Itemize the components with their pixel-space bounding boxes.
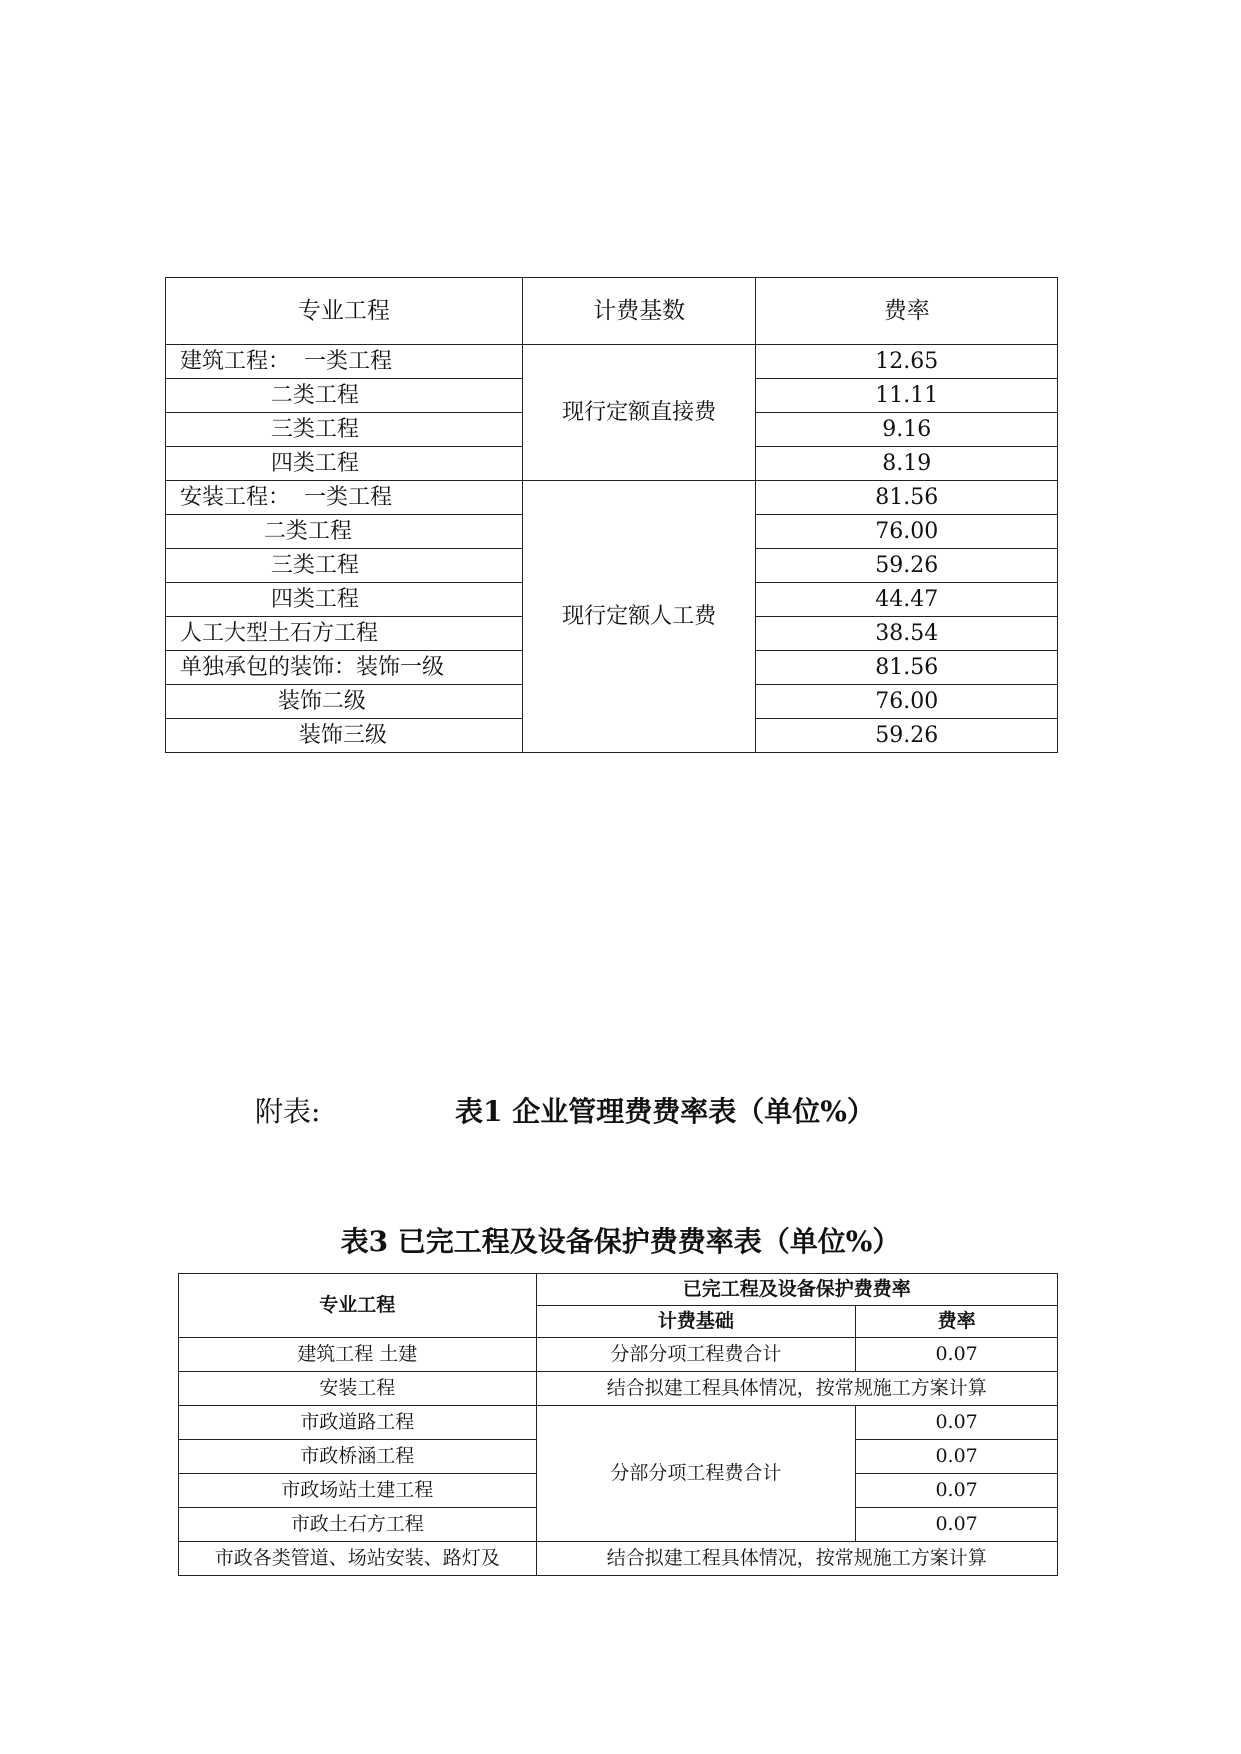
table-row [179, 1372, 1058, 1406]
project-name: 市政各类管道、场站安装、路灯及 [179, 1542, 537, 1576]
fee-base: 现行定额人工费 [522, 481, 756, 753]
project-name: 装饰三级 [166, 719, 523, 753]
project-name: 市政道路工程 [179, 1406, 537, 1440]
table-row [179, 1406, 1058, 1440]
fee-rate: 81.56 [756, 481, 1058, 515]
table-row [179, 1338, 1058, 1372]
fee-base: 分部分项工程费合计 [536, 1338, 856, 1372]
project-name: 三类工程 [166, 413, 523, 447]
table-row [166, 481, 1058, 515]
fee-base: 现行定额直接费 [522, 345, 756, 481]
project-name: 四类工程 [166, 447, 523, 481]
table3-title: 表3 已完工程及设备保护费费率表（单位%） [340, 1225, 901, 1258]
fee-rate: 9.16 [756, 413, 1058, 447]
table-row [166, 345, 1058, 379]
fee-rate: 81.56 [756, 651, 1058, 685]
protection-fee-rate-table [178, 1273, 1058, 1576]
header-base: 计费基数 [522, 278, 756, 345]
project-name: 安装工程 [179, 1372, 537, 1406]
fee-rate: 38.54 [756, 617, 1058, 651]
fee-rate: 0.07 [856, 1474, 1058, 1508]
fee-rate: 59.26 [756, 549, 1058, 583]
header-rate: 费率 [756, 278, 1058, 345]
project-name: 二类工程 [166, 515, 523, 549]
fee-rate: 76.00 [756, 515, 1058, 549]
fee-rate: 0.07 [856, 1440, 1058, 1474]
header-group: 已完工程及设备保护费费率 [536, 1274, 1057, 1306]
project-name: 四类工程 [166, 583, 523, 617]
fee-rate: 8.19 [756, 447, 1058, 481]
project-name: 市政场站土建工程 [179, 1474, 537, 1508]
project-name: 市政桥涵工程 [179, 1440, 537, 1474]
fee-rate: 12.65 [756, 345, 1058, 379]
management-fee-rate-table [165, 277, 1058, 753]
fee-note: 结合拟建工程具体情况，按常规施工方案计算 [536, 1372, 1057, 1406]
fee-rate: 11.11 [756, 379, 1058, 413]
project-name: 单独承包的装饰：装饰一级 [166, 651, 523, 685]
fee-rate: 59.26 [756, 719, 1058, 753]
header-base: 计费基础 [536, 1306, 856, 1338]
fee-rate: 0.07 [856, 1406, 1058, 1440]
project-name: 建筑工程 土建 [179, 1338, 537, 1372]
fee-note: 结合拟建工程具体情况，按常规施工方案计算 [536, 1542, 1057, 1576]
fee-rate: 0.07 [856, 1338, 1058, 1372]
table-header-row [179, 1274, 1058, 1306]
table-row [179, 1542, 1058, 1576]
project-name: 装饰二级 [166, 685, 523, 719]
header-project: 专业工程 [166, 278, 523, 345]
appendix-caption [255, 1090, 875, 1130]
fee-rate: 76.00 [756, 685, 1058, 719]
fee-rate: 44.47 [756, 583, 1058, 617]
project-name: 人工大型土石方工程 [166, 617, 523, 651]
header-project: 专业工程 [179, 1274, 537, 1338]
table1-caption: 表1 企业管理费费率表（单位%） [455, 1095, 875, 1128]
header-rate: 费率 [856, 1306, 1058, 1338]
project-name: 建筑工程： 一类工程 [166, 345, 523, 379]
table-header-row [166, 278, 1058, 345]
project-name: 三类工程 [166, 549, 523, 583]
fee-base: 分部分项工程费合计 [536, 1406, 856, 1542]
project-name: 安装工程： 一类工程 [166, 481, 523, 515]
project-name: 二类工程 [166, 379, 523, 413]
project-name: 市政土石方工程 [179, 1508, 537, 1542]
fee-rate: 0.07 [856, 1508, 1058, 1542]
appendix-label: 附表: [255, 1095, 321, 1128]
